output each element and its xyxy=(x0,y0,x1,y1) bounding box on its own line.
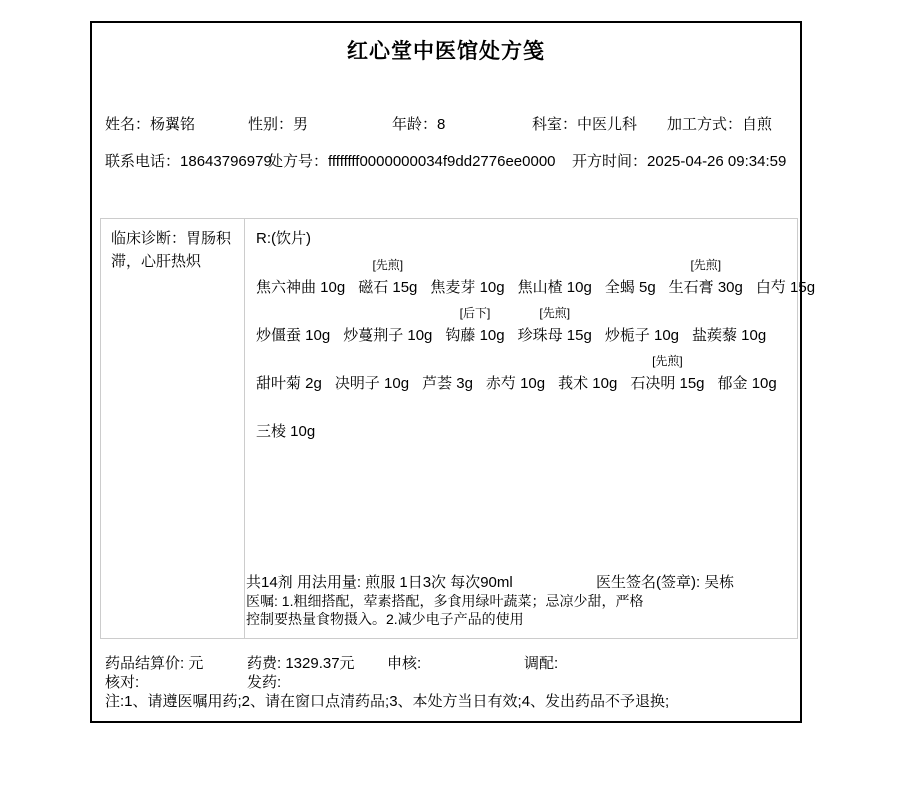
settlement-field xyxy=(105,652,203,673)
clinical-diagnosis xyxy=(101,219,245,638)
herb-name-qty: 炒蔓荆子 10g xyxy=(343,327,433,344)
medical-advice xyxy=(246,592,643,628)
settlement-field xyxy=(247,671,281,692)
herb-item xyxy=(358,255,417,300)
herb-line xyxy=(256,303,797,348)
herb-item xyxy=(486,351,545,396)
prescription-sheet xyxy=(90,21,816,723)
herb-name-qty: 生石膏 30g xyxy=(668,279,743,296)
patient-field-label: 年龄： xyxy=(392,116,438,133)
settlement-field xyxy=(524,652,558,673)
decoction-note xyxy=(518,255,592,276)
herb-line xyxy=(256,399,797,444)
herb-item xyxy=(256,303,330,348)
settlement-field-value: 1329.37元 xyxy=(281,655,355,672)
herb-item xyxy=(518,303,592,348)
herb-name-qty: 炒僵蚕 10g xyxy=(256,327,331,344)
herb-item xyxy=(756,255,815,300)
decoction-note xyxy=(558,351,617,372)
herb-name-qty: 全蝎 5g xyxy=(604,279,656,296)
decoction-note: [先煎] xyxy=(539,306,571,320)
herb-item xyxy=(718,351,777,396)
patient-field xyxy=(392,113,445,134)
herb-name-qty: 钩藤 10g xyxy=(445,327,505,344)
herb-item xyxy=(605,303,679,348)
herb-name-qty: 炒栀子 10g xyxy=(604,327,680,344)
patient-field xyxy=(268,150,556,171)
medical-advice-line: 控制要热量食物摄入。2.减少电子产品的使用 xyxy=(246,611,524,627)
patient-field-value: 中医儿科 xyxy=(577,116,638,133)
patient-field xyxy=(105,150,272,171)
decoction-note xyxy=(335,351,409,372)
herb-name-qty: 赤芍 10g xyxy=(485,375,546,392)
medical-advice-line: 医嘱: 1.粗细搭配，荤素搭配，多食用绿叶蔬菜；忌凉少甜，严格 xyxy=(246,593,644,609)
decoction-note: [先煎] xyxy=(372,258,404,272)
herb-name-qty: 盐蒺藜 10g xyxy=(692,327,767,344)
patient-field xyxy=(532,113,637,134)
patient-field-label: 科室： xyxy=(532,116,578,133)
settlement-field xyxy=(105,671,139,692)
diagnosis-label: 临床诊断： xyxy=(111,230,187,247)
herb-item xyxy=(256,399,315,444)
patient-field-label: 开方时间： xyxy=(572,153,648,170)
herb-name-qty: 珍珠母 15g xyxy=(517,327,592,344)
decoction-note xyxy=(692,303,766,324)
herb-name-qty: 三棱 10g xyxy=(256,423,316,440)
decoction-note xyxy=(256,255,345,276)
decoction-note xyxy=(343,303,432,324)
herb-name-qty: 芦荟 3g xyxy=(422,375,473,392)
patient-field xyxy=(667,113,772,134)
settlement-field-label: 药费: xyxy=(247,655,282,672)
settlement-field-value: 元 xyxy=(184,655,204,672)
patient-field-value: 自煎 xyxy=(742,116,773,133)
decoction-note xyxy=(256,303,330,324)
herb-item xyxy=(669,255,743,300)
herb-item xyxy=(430,255,504,300)
decoction-note: [先煎] xyxy=(690,258,722,272)
patient-field-label: 姓名： xyxy=(105,116,151,133)
herb-item xyxy=(256,351,322,396)
patient-field-value: 男 xyxy=(293,116,309,133)
herb-name-qty: 石决明 15g xyxy=(630,375,705,392)
decoction-note xyxy=(605,255,656,276)
herb-line xyxy=(256,255,816,300)
decoction-note xyxy=(256,351,322,372)
herb-item xyxy=(422,351,473,396)
decoction-note xyxy=(718,351,777,372)
decoction-note xyxy=(605,303,679,324)
decoction-note xyxy=(486,351,545,372)
herb-item xyxy=(343,303,432,348)
decoction-note xyxy=(256,399,315,420)
herb-name-qty: 决明子 10g xyxy=(334,375,410,392)
decoction-note xyxy=(422,351,473,372)
herb-item xyxy=(630,351,704,396)
patient-field-value: ffffffff0000000034f9dd2776ee0000 xyxy=(328,153,556,170)
patient-field xyxy=(105,113,195,134)
decoction-note xyxy=(430,255,504,276)
herb-item xyxy=(605,255,656,300)
patient-field xyxy=(572,150,786,171)
herb-name-qty: 莪术 10g xyxy=(558,375,618,392)
settlement-field xyxy=(387,652,421,673)
settlement-field-label: 发药: xyxy=(247,674,282,691)
herb-line xyxy=(256,351,797,396)
doctor-signature xyxy=(596,571,734,592)
herb-name-qty: 焦六神曲 10g xyxy=(256,279,346,296)
patient-field-label: 性别： xyxy=(248,116,294,133)
doctor-signature-label: 医生签名(签章): xyxy=(596,574,701,591)
diagnosis-value: 胃肠积滞，心肝热炽 xyxy=(111,230,232,270)
decoction-note xyxy=(756,255,815,276)
patient-field-label: 联系电话： xyxy=(105,153,181,170)
herb-item xyxy=(445,303,504,348)
patient-field-label: 加工方式： xyxy=(667,116,743,133)
decoction-note: [后下] xyxy=(459,306,491,320)
patient-field-value: 18643796979 xyxy=(180,153,272,170)
herb-name-qty: 磁石 15g xyxy=(358,279,418,296)
herb-item xyxy=(692,303,766,348)
herb-name-qty: 白芍 15g xyxy=(755,279,816,296)
settlement-field-label: 药品结算价: xyxy=(105,655,185,672)
herb-name-qty: 焦山楂 10g xyxy=(517,279,592,296)
herb-name-qty: 甜叶菊 2g xyxy=(256,375,322,392)
herb-name-qty: 焦麦芽 10g xyxy=(430,279,505,296)
herb-lines xyxy=(256,255,816,444)
patient-field-value: 杨翼铭 xyxy=(150,116,196,133)
footer-note: 注:1、请遵医嘱用药;2、请在窗口点清药品;3、本处方当日有效;4、发出药品不予退换; xyxy=(105,693,670,710)
settlement-field-label: 调配: xyxy=(524,655,559,672)
herb-item xyxy=(518,255,592,300)
patient-field-value: 2025-04-26 09:34:59 xyxy=(647,153,787,170)
prescription-box xyxy=(100,218,816,639)
page-title: 红心堂中医馆处方笺 xyxy=(347,40,545,63)
herb-item xyxy=(335,351,409,396)
decoction-note: [先煎] xyxy=(652,354,683,368)
herb-name-qty: 郁金 10g xyxy=(717,375,777,392)
rx-header: R:(饮片) xyxy=(256,230,311,247)
herb-item xyxy=(256,255,345,300)
patient-field-value: 8 xyxy=(437,116,446,133)
patient-field-label: 处方号： xyxy=(268,153,329,170)
herb-item xyxy=(558,351,617,396)
settlement-field xyxy=(247,652,355,673)
patient-field xyxy=(248,113,308,134)
doctor-signature-value: 吴栋 xyxy=(704,574,735,591)
usage-summary: 共14剂 用法用量: 煎服 1日3次 每次90ml xyxy=(246,574,513,591)
settlement-field-label: 申核: xyxy=(387,655,422,672)
settlement-field-label: 核对: xyxy=(105,674,140,691)
